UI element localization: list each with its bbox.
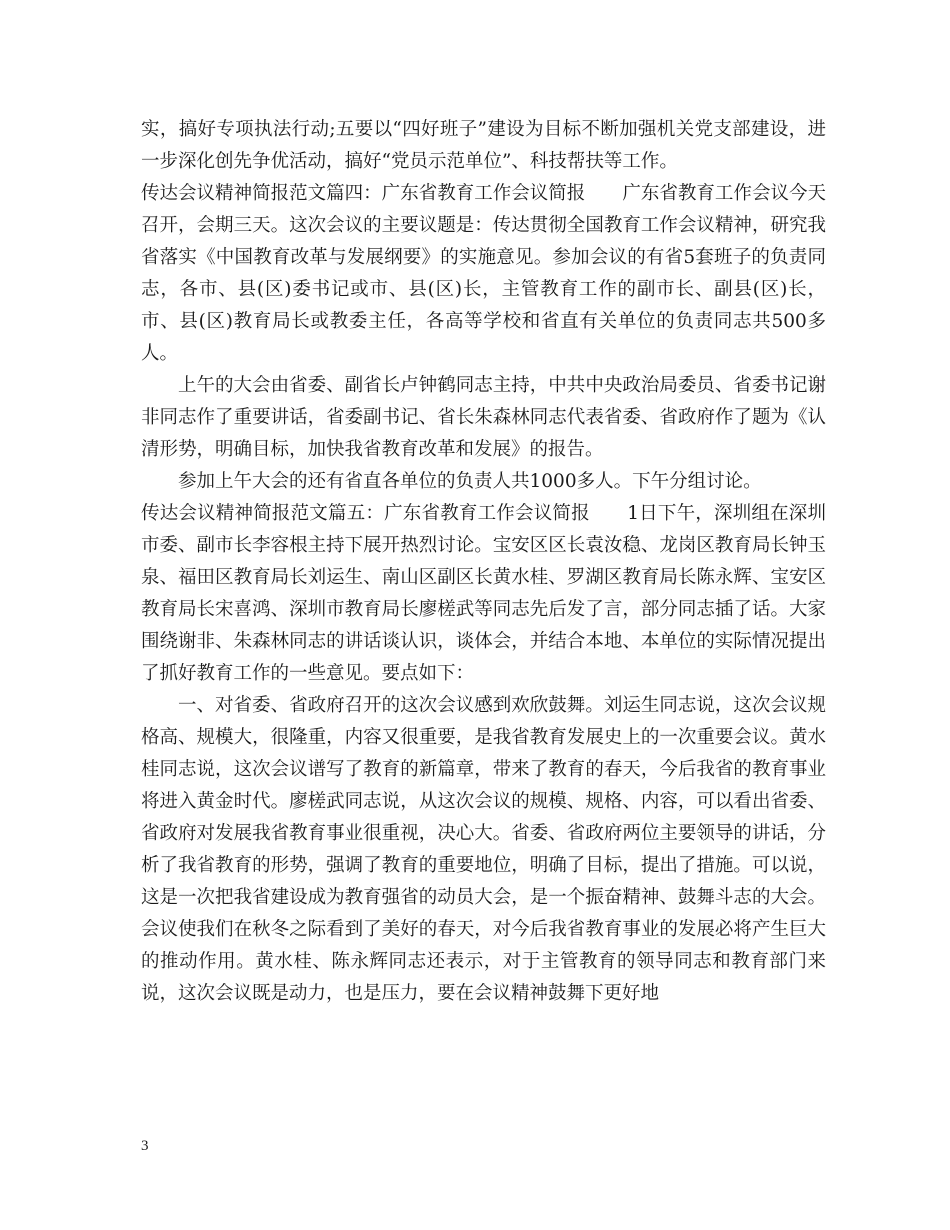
page-number: 3 xyxy=(141,1138,149,1154)
paragraph-6: 一、对省委、省政府召开的这次会议感到欢欣鼓舞。刘运生同志说，这次会议规格高、规模大，很隆重，内容又很重要，是我省教育发展史上的一次重要会议。黄水桂同志说，这次会议谱写了教育的新篇章，带来了教育的春天，今后我省的教育事业将进入黄金时代。廖槎武同志说，从这次会议的规模、规格、内容，可以看出省委、省政府对发展我省教育事业很重视，决心大。省委、省政府两位主要领导的讲话，分析了我省教育的形势，强调了教育的重要地位，明确了目标，提出了措施。可以说，这是一次把我省建设成为教育强省的动员大会，是一个振奋精神、鼓舞斗志的大会。会议使我们在秋冬之际看到了美好的春天，对今后我省教育事业的发展必将产生巨大的推动作用。黄水桂、陈永辉同志还表示，对于主管教育的领导同志和教育部门来说，这次会议既是动力，也是压力，要在会议精神鼓舞下更好地 xyxy=(141,695,826,1004)
paragraph-1: 实，搞好专项执法行动;五要以“四好班子”建设为目标不断加强机关党支部建设，进一步深化创先争优活动，搞好“党员示范单位”、科技帮扶等工作。 xyxy=(141,119,826,172)
paragraph-5: 传达会议精神简报范文篇五：广东省教育工作会议简报 1日下午，深圳组在深圳市委、副市长李容根主持下展开热烈讨论。宝安区区长袁汝稳、龙岗区教育局长钟玉泉、福田区教育局长刘运生、南山区副区长黄水桂、罗湖区教育局长陈永辉、宝安区教育局长宋喜鸿、深圳市教育局长廖槎武等同志先后发了言，部分同志插了话。大家围绕谢非、朱森林同志的讲话谈认识，谈体会，并结合本地、本单位的实际情况提出了抓好教育工作的一些意见。要点如下： xyxy=(141,503,826,684)
document-body xyxy=(141,114,826,1010)
paragraph-2: 传达会议精神简报范文篇四：广东省教育工作会议简报 广东省教育工作会议今天召开，会期三天。这次会议的主要议题是：传达贯彻全国教育工作会议精神，研究我省落实《中国教育改革与发展纲要》的实施意见。参加会议的有省5套班子的负责同志，各市、县(区)委书记或市、县(区)长，主管教育工作的副市长、副县(区)长，市、县(区)教育局长或教委主任，各高等学校和省直有关单位的负责同志共500多人。 xyxy=(141,183,826,364)
paragraph-3: 上午的大会由省委、副省长卢钟鹤同志主持，中共中央政治局委员、省委书记谢非同志作了重要讲话，省委副书记、省长朱森林同志代表省委、省政府作了题为《认清形势，明确目标，加快我省教育改革和发展》的报告。 xyxy=(141,375,826,460)
paragraph-4: 参加上午大会的还有省直各单位的负责人共1000多人。下午分组讨论。 xyxy=(178,471,762,492)
